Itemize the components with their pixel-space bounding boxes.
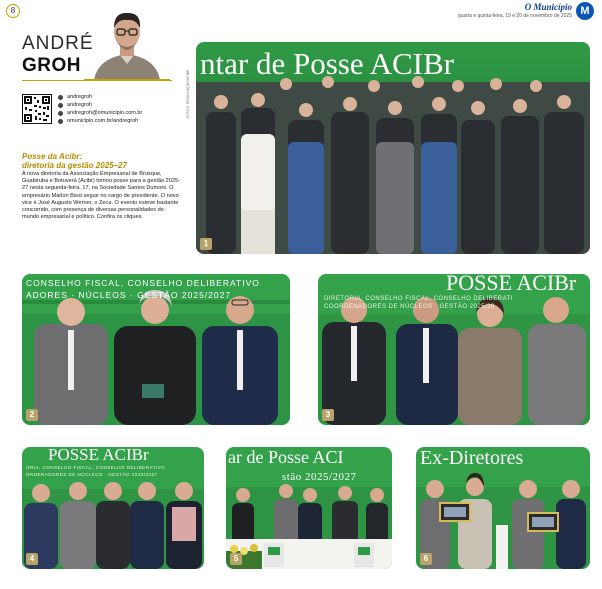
social-instagram[interactable]: andregroh [58,93,142,101]
banner-text: CONSELHO FISCAL, CONSELHO DELIBERATIVO [26,278,260,288]
photo-number-badge: 4 [26,553,38,565]
banner-subtext-2: COORDENADORES DE NÚCLEOS · GESTÃO 2025/20 [324,304,495,310]
masthead [458,2,594,19]
photo-number-badge: 5 [230,553,242,565]
author-divider [22,80,172,81]
edition-date: quarta e quinta-feira, 19 e 20 de novembro de 2025 [457,13,572,19]
newspaper-name[interactable]: O Município [524,2,572,12]
banner-text: ntar de Posse ACIBr [200,46,455,81]
facebook-icon [58,103,63,108]
photo-credit: FOTOS: DIVULGAÇÃO/ACIBR [186,69,190,118]
globe-icon [58,119,63,124]
photo-1[interactable] [196,42,590,254]
photo-3[interactable] [318,274,590,425]
qr-code[interactable] [22,94,52,124]
banner-text: POSSE ACIBr [446,274,577,295]
photo-5[interactable] [226,447,392,569]
banner-subtext: DIRETORIA, CONSELHO FISCAL, CONSELHO DELIBERATI [324,296,513,302]
photo-number-badge: 6 [420,553,432,565]
banner-text: POSSE ACIBr [48,447,149,464]
photo-number-badge: 3 [322,409,334,421]
banner-subtext: ORIA, CONSELHO FISCAL, CONSELHO DELIBERATIVO [26,465,166,470]
author-socials [58,93,142,125]
author-first-name: ANDRÉ [22,33,94,54]
article-title: Posse da Acibr: diretoria da gestão 2025–27 [22,152,127,170]
author-photo [84,6,170,80]
photo-6[interactable] [416,447,590,569]
email-icon [58,111,63,116]
photo-number-badge: 2 [26,409,38,421]
banner-subtext-2: ORDENADORES DE NÚCLEOS · GESTÃO 2025/2027 [26,472,158,477]
social-website[interactable]: omunicipio.com.br/andregroh [58,117,142,125]
photo-2[interactable] [22,274,290,425]
photo-number-badge: 1 [200,238,212,250]
newspaper-logo[interactable]: M [576,2,594,20]
banner-subtext: ADORES · NÚCLEOS · GESTÃO 2025/2027 [26,290,232,300]
instagram-icon [58,95,63,100]
banner-text: Ex-Diretores [420,447,524,469]
banner-subtext: stão 2025/2027 [282,471,357,483]
social-email[interactable]: andregroh@omunicipio.com.br [58,109,142,117]
social-facebook[interactable]: andregroh [58,101,142,109]
author-last-name: GROH [22,55,81,76]
page-number: 8 [6,4,20,18]
article-body: A nova diretoria da Associação Empresarial de Brusque, Guabiruba e Botuverá (Acibr) tomou posse para a gestão 2025-27 nesta segunda-feira, 17, na Sociedade Santos Dumont. O empresário Marlon Bissi segue no cargo de presidente. O novo vice é José Augusto Werner, o Zeca. O evento esteve bastante concorrido, com presença de diversas personalidades do mundo empresarial e político. Confira os cliques. [22,171,180,221]
banner-text: ar de Posse ACI [228,447,344,467]
photo-4[interactable] [22,447,204,569]
